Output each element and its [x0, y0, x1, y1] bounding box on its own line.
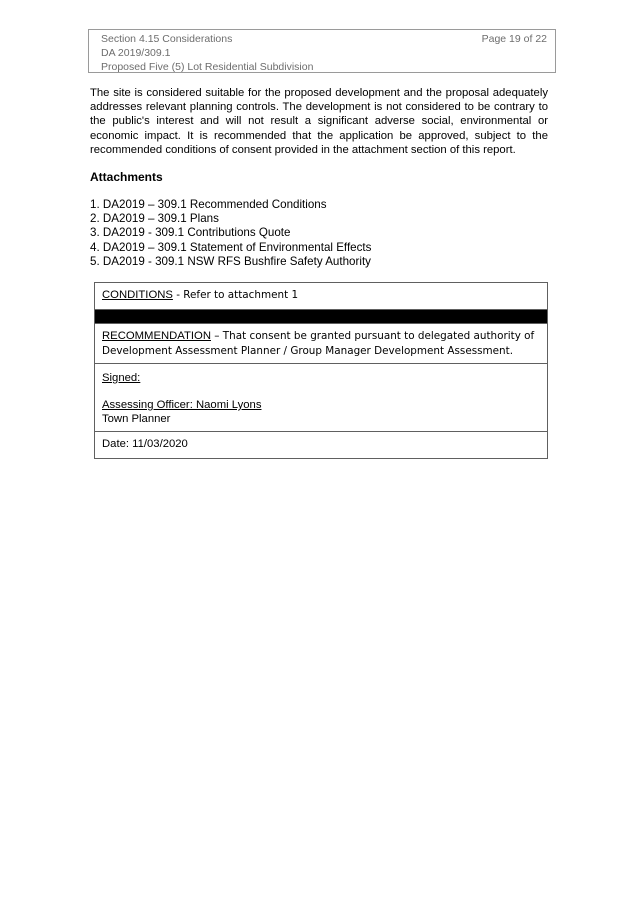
officer-role: Town Planner [102, 413, 171, 425]
attachment-item: 3. DA2019 - 309.1 Contributions Quote [90, 226, 291, 240]
attachment-item: 1. DA2019 – 309.1 Recommended Conditions [90, 198, 327, 211]
attachment-item: 2. DA2019 – 309.1 Plans [90, 212, 219, 226]
signature-cell [95, 364, 547, 432]
conditions-text: - Refer to attachment 1 [172, 289, 299, 301]
header-da-number: DA 2019/309.1 [101, 47, 171, 59]
black-divider-bar [95, 310, 547, 324]
attachments-heading: Attachments [90, 170, 163, 184]
conclusion-paragraph: The site is considered suitable for the proposed development and the proposal adequately addresses relevant planning controls. The development is not considered to be contrary to the public's interest and will not result a significant adverse social, environmental or economic impact. It is recommended that the application be approved, subject to the recommended conditions of consent provided in the attachment section of this report. [90, 87, 548, 156]
conditions-label: CONDITIONS [102, 289, 173, 301]
recommendation-text: – That consent be granted pursuant to delegated authority of Development Assessment Planner / Group Manager Development Assessment. [102, 330, 535, 357]
conditions-cell [95, 283, 547, 310]
date-value: Date: 11/03/2020 [102, 438, 188, 450]
attachment-item: 4. DA2019 – 309.1 Statement of Environmental Effects [90, 240, 372, 254]
header-page-number: Page 19 of 22 [481, 33, 547, 45]
recommendation-table [94, 282, 548, 459]
date-cell [95, 432, 547, 458]
header-section: Section 4.15 Considerations [101, 33, 233, 45]
page-header [88, 29, 556, 73]
header-proposal: Proposed Five (5) Lot Residential Subdivision [101, 61, 314, 73]
recommendation-label: RECOMMENDATION [102, 330, 211, 342]
assessing-officer: Assessing Officer: Naomi Lyons [102, 399, 262, 411]
recommendation-cell [95, 324, 547, 364]
attachments-list [90, 198, 371, 269]
signed-label: Signed: [102, 372, 141, 384]
attachment-item: 5. DA2019 - 309.1 NSW RFS Bushfire Safety Authority [90, 254, 371, 268]
